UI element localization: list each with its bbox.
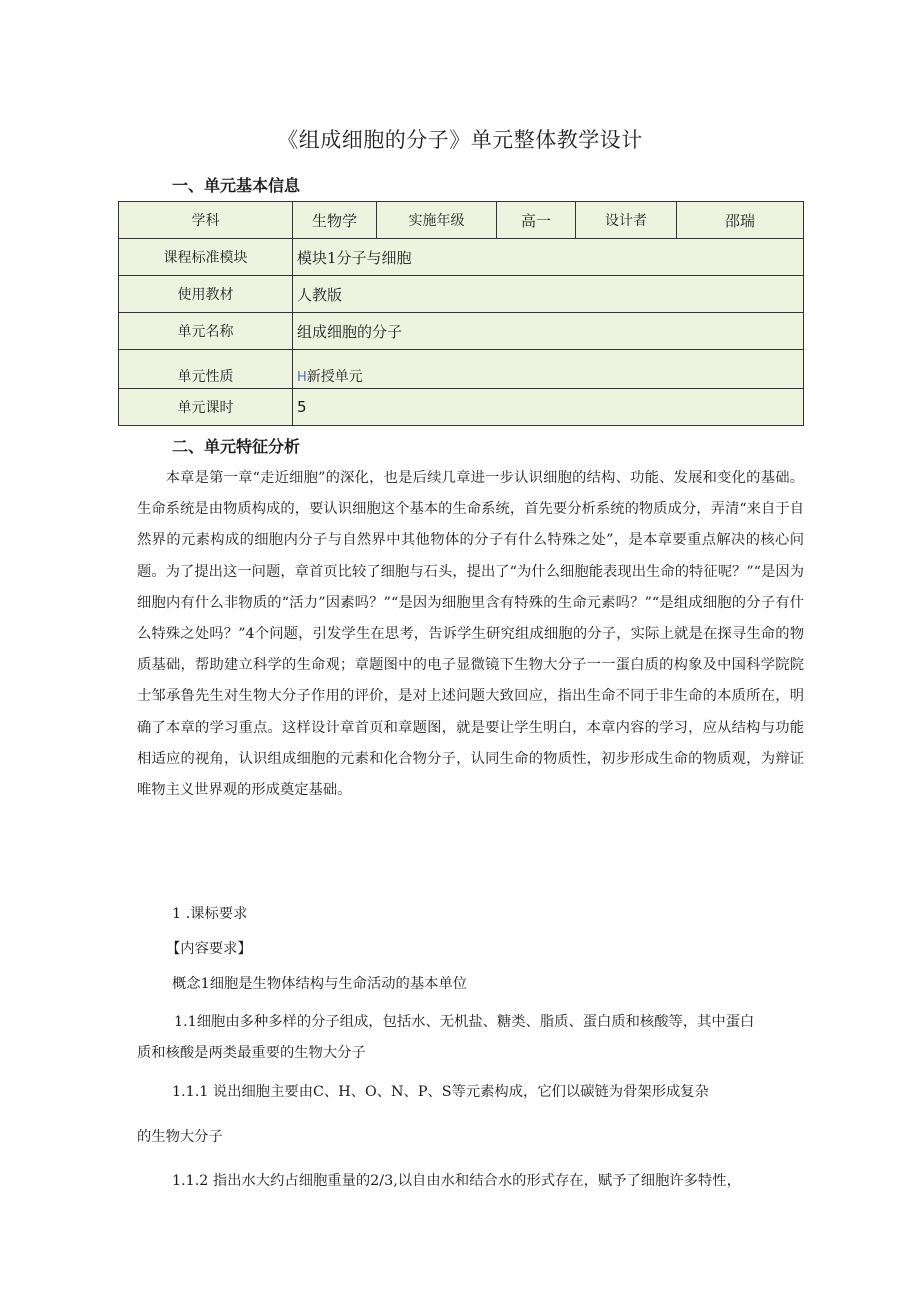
- item-1-1-1-line2: 的生物大分子: [137, 1129, 223, 1145]
- table-row: [119, 276, 804, 313]
- unit-hours-value: 5: [293, 389, 804, 426]
- item-1-1-line2: 质和核酸是两类最重要的生物大分子: [137, 1045, 366, 1061]
- table-row: [119, 389, 804, 426]
- analysis-paragraph: 本章是第一章“走近细胞”的深化，也是后续几章进一步认识细胞的结构、功能、发展和变化的基础。生命系统是由物质构成的，要认识细胞这个基本的生命系统，首先要分析系统的物质成分，弄清“来自于自然界的元素构成的细胞内分子与自然界中其他物体的分子有什么特殊之处”，是本章要重点解决的核心问题。为了提出这一问题，章首页比较了细胞与石头，提出了“为什么细胞能表现出生命的特征呢？”“是因为细胞内有什么非物质的“活力”因素吗？”“是因为细胞里含有特殊的生命元素吗？”“是组成细胞的分子有什么特殊之处吗？”4个问题，引发学生在思考，告诉学生研究组成细胞的分子，实际上就是在探寻生命的物质基础，帮助建立科学的生命观；章题图中的电子显微镜下生物大分子一一蛋白质的构象及中国科学院院士邹承鲁先生对生物大分子作用的评价，是对上述问题大致回应，指出生命不同于非生命的本质所在，明确了本章的学习重点。这样设计章首页和章题图，就是要让学生明白，本章内容的学习，应从结构与功能相适应的视角，认识组成细胞的元素和化合物分子，认同生命的物质性，初步形成生命的物质观，为辩证唯物主义世界观的形成奠定基础。: [137, 470, 804, 799]
- subject-value: 生物学: [293, 202, 377, 239]
- section-heading-basic-info: 一、单元基本信息: [172, 176, 301, 195]
- concept-1: 概念1细胞是生物体结构与生命活动的基本单位: [172, 976, 468, 992]
- nature-mark: H: [297, 370, 307, 385]
- table-row: [119, 202, 804, 239]
- designer-label: 设计者: [576, 202, 677, 239]
- module-label: 课程标准模块: [119, 239, 293, 276]
- item-1-1-line1: 1.1细胞由多种多样的分子组成，包括水、无机盐、糖类、脂质、蛋白质和核酸等，其中蛋白: [174, 1014, 755, 1030]
- grade-label: 实施年级: [377, 202, 497, 239]
- table-row: [119, 313, 804, 350]
- module-value: 模块1分子与细胞: [293, 239, 804, 276]
- unit-nature-label: 单元性质: [119, 350, 293, 389]
- table-row: [119, 350, 804, 389]
- page-title: 《组成细胞的分子》单元整体教学设计: [277, 128, 643, 152]
- subject-label: 学科: [119, 202, 293, 239]
- item-1-1-1-line1: 1.1.1 说出细胞主要由C、H、O、N、P、S等元素构成，它们以碳链为骨架形成复杂: [172, 1084, 709, 1100]
- item-1-1-2-line1: 1.1.2 指出水大约占细胞重量的2/3,以自由水和结合水的形式存在，赋予了细胞许多特性，: [172, 1173, 741, 1189]
- grade-value: 高一: [497, 202, 576, 239]
- unit-info-table: [118, 201, 804, 426]
- textbook-label: 使用教材: [119, 276, 293, 313]
- textbook-value: 人教版: [293, 276, 804, 313]
- table-row: [119, 239, 804, 276]
- unit-name-label: 单元名称: [119, 313, 293, 350]
- unit-nature-value: 新授单元: [306, 369, 363, 385]
- designer-value: 邵瑞: [677, 202, 804, 239]
- analysis-paragraph-block: [137, 463, 804, 806]
- section-heading-analysis: 二、单元特征分析: [172, 437, 301, 456]
- curriculum-item-heading: 1 .课标要求: [172, 906, 248, 922]
- unit-hours-label: 单元课时: [119, 389, 293, 426]
- unit-nature-cell: [293, 350, 804, 389]
- content-requirement-heading: 【内容要求】: [166, 941, 252, 957]
- unit-name-value: 组成细胞的分子: [293, 313, 804, 350]
